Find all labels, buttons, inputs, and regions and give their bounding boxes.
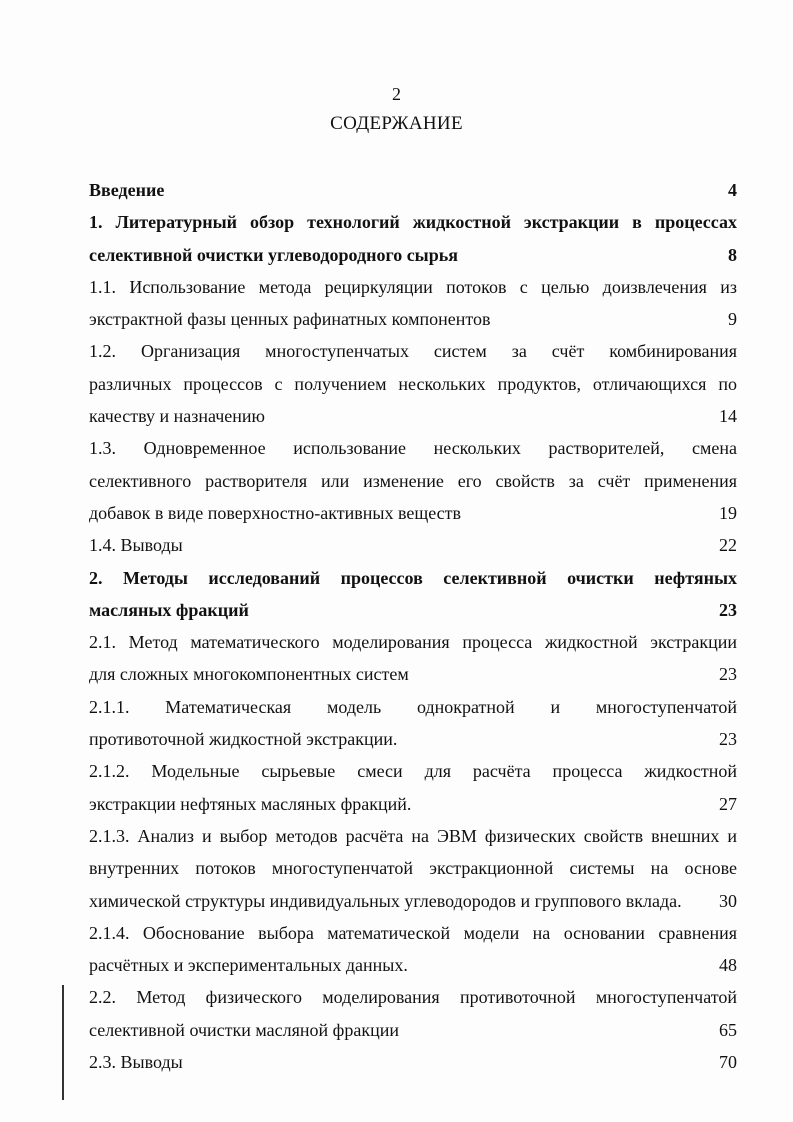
toc-entry-line: 2. Методы исследований процессов селективной очистки нефтяных: [89, 567, 737, 588]
toc-entry: [89, 432, 737, 529]
toc-page-number: 27: [719, 793, 737, 814]
toc-page-number: 4: [728, 180, 737, 200]
toc-entry-line: 2.2. Метод физического моделирования противоточной многоступенчатой: [89, 987, 737, 1008]
toc-entry: [89, 755, 737, 820]
toc-entry: [89, 271, 737, 336]
toc-entry-line: противоточной жидкостной экстракции.: [89, 729, 398, 750]
toc-entry-line: химической структуры индивидуальных углеводородов и группового вклада.: [89, 890, 682, 911]
toc-entry-line: селективной очистки масляной фракции: [89, 1019, 399, 1040]
toc-entry: [89, 206, 737, 271]
toc-entry-line: селективного растворителя или изменение его свойств за счёт применения: [89, 470, 737, 491]
toc-page-number: 48: [719, 955, 737, 976]
toc-entry-row: [89, 239, 737, 271]
toc-page-number: 14: [719, 406, 737, 427]
toc-entry-line: 2.1. Метод математического моделирования процесса жидкостной экстракции: [89, 632, 737, 653]
toc-entry-line: 1.2. Организация многоступенчатых систем за счёт комбинирования: [89, 341, 737, 362]
toc-page-number: 65: [719, 1019, 737, 1040]
toc-entry-line: 2.1.2. Модельные сырьевые смеси для расчёта процесса жидкостной: [89, 761, 737, 782]
page-number: 2: [392, 84, 401, 104]
toc-entry-line: 2.3. Выводы: [89, 1052, 183, 1073]
toc-entry-row: [89, 723, 737, 755]
toc-page-number: 70: [719, 1052, 737, 1073]
toc-entry-row: [89, 594, 737, 626]
toc-entry-line: 1.4. Выводы: [89, 535, 183, 556]
toc-entry-line: 1. Литературный обзор технологий жидкостной экстракции в процессах: [89, 212, 737, 233]
toc-title: СОДЕРЖАНИЕ: [330, 113, 463, 134]
toc-entry: [89, 562, 737, 627]
toc-page-number: 30: [719, 890, 737, 911]
toc-entry: [89, 335, 737, 432]
toc-page-number: 23: [719, 729, 737, 750]
toc-entry-line: 2.1.4. Обоснование выбора математической модели на основании сравнения: [89, 922, 737, 943]
toc-entry: [89, 917, 737, 982]
toc-page-number: 22: [719, 535, 737, 556]
toc-entry-row: [89, 529, 737, 561]
toc-entry-line: различных процессов с получением нескольких продуктов, отличающихся по: [89, 373, 737, 394]
toc-entry-row: [89, 949, 737, 981]
toc-entry-line: внутренних потоков многоступенчатой экстракционной системы на основе: [89, 858, 737, 879]
toc-entry: [89, 691, 737, 756]
toc-entry-row: [89, 174, 737, 206]
toc-entry-line: Введение: [89, 180, 165, 200]
toc-entry-line: селективной очистки углеводородного сырья: [89, 244, 458, 265]
toc-entry-row: [89, 788, 737, 820]
toc-entry: [89, 626, 737, 691]
toc-entry-row: [89, 1046, 737, 1078]
toc-entry-line: для сложных многокомпонентных систем: [89, 664, 409, 685]
toc-entry-line: 1.1. Использование метода рециркуляции потоков с целью доизвлечения из: [89, 276, 737, 297]
toc-entry-row: [89, 303, 737, 335]
toc-entry-line: качеству и назначению: [89, 406, 265, 427]
toc-page-number: 9: [728, 309, 737, 330]
toc-entry-line: экстрактной фазы ценных рафинатных компонентов: [89, 309, 491, 330]
toc-entry: [89, 174, 737, 206]
toc-entry-line: экстракции нефтяных масляных фракций.: [89, 793, 412, 814]
toc-entry: [89, 529, 737, 561]
toc-entry: [89, 1046, 737, 1078]
toc-entry-line: добавок в виде поверхностно-активных веществ: [89, 502, 462, 523]
toc-entry-line: 2.1.3. Анализ и выбор методов расчёта на ЭВМ физических свойств внешних и: [89, 825, 737, 846]
toc-entry-row: [89, 497, 737, 529]
toc-page-number: 23: [719, 599, 737, 620]
toc-entry-line: расчётных и экспериментальных данных.: [89, 955, 408, 976]
toc-entry-line: 1.3. Одновременное использование нескольких растворителей, смена: [89, 438, 737, 459]
toc-entry-row: [89, 1014, 737, 1046]
toc-entry: [89, 981, 737, 1046]
toc-entry-row: [89, 885, 737, 917]
toc-page-number: 8: [728, 244, 737, 265]
toc-entry: [89, 820, 737, 917]
toc-page-number: 23: [719, 664, 737, 685]
scan-artifact-line: [62, 985, 64, 1100]
table-of-contents: [89, 174, 737, 1078]
toc-entry-row: [89, 658, 737, 690]
toc-entry-line: 2.1.1. Математическая модель однократной и многоступенчатой: [89, 696, 737, 717]
toc-entry-line: масляных фракций: [89, 599, 249, 620]
toc-entry-row: [89, 400, 737, 432]
toc-page-number: 19: [719, 502, 737, 523]
